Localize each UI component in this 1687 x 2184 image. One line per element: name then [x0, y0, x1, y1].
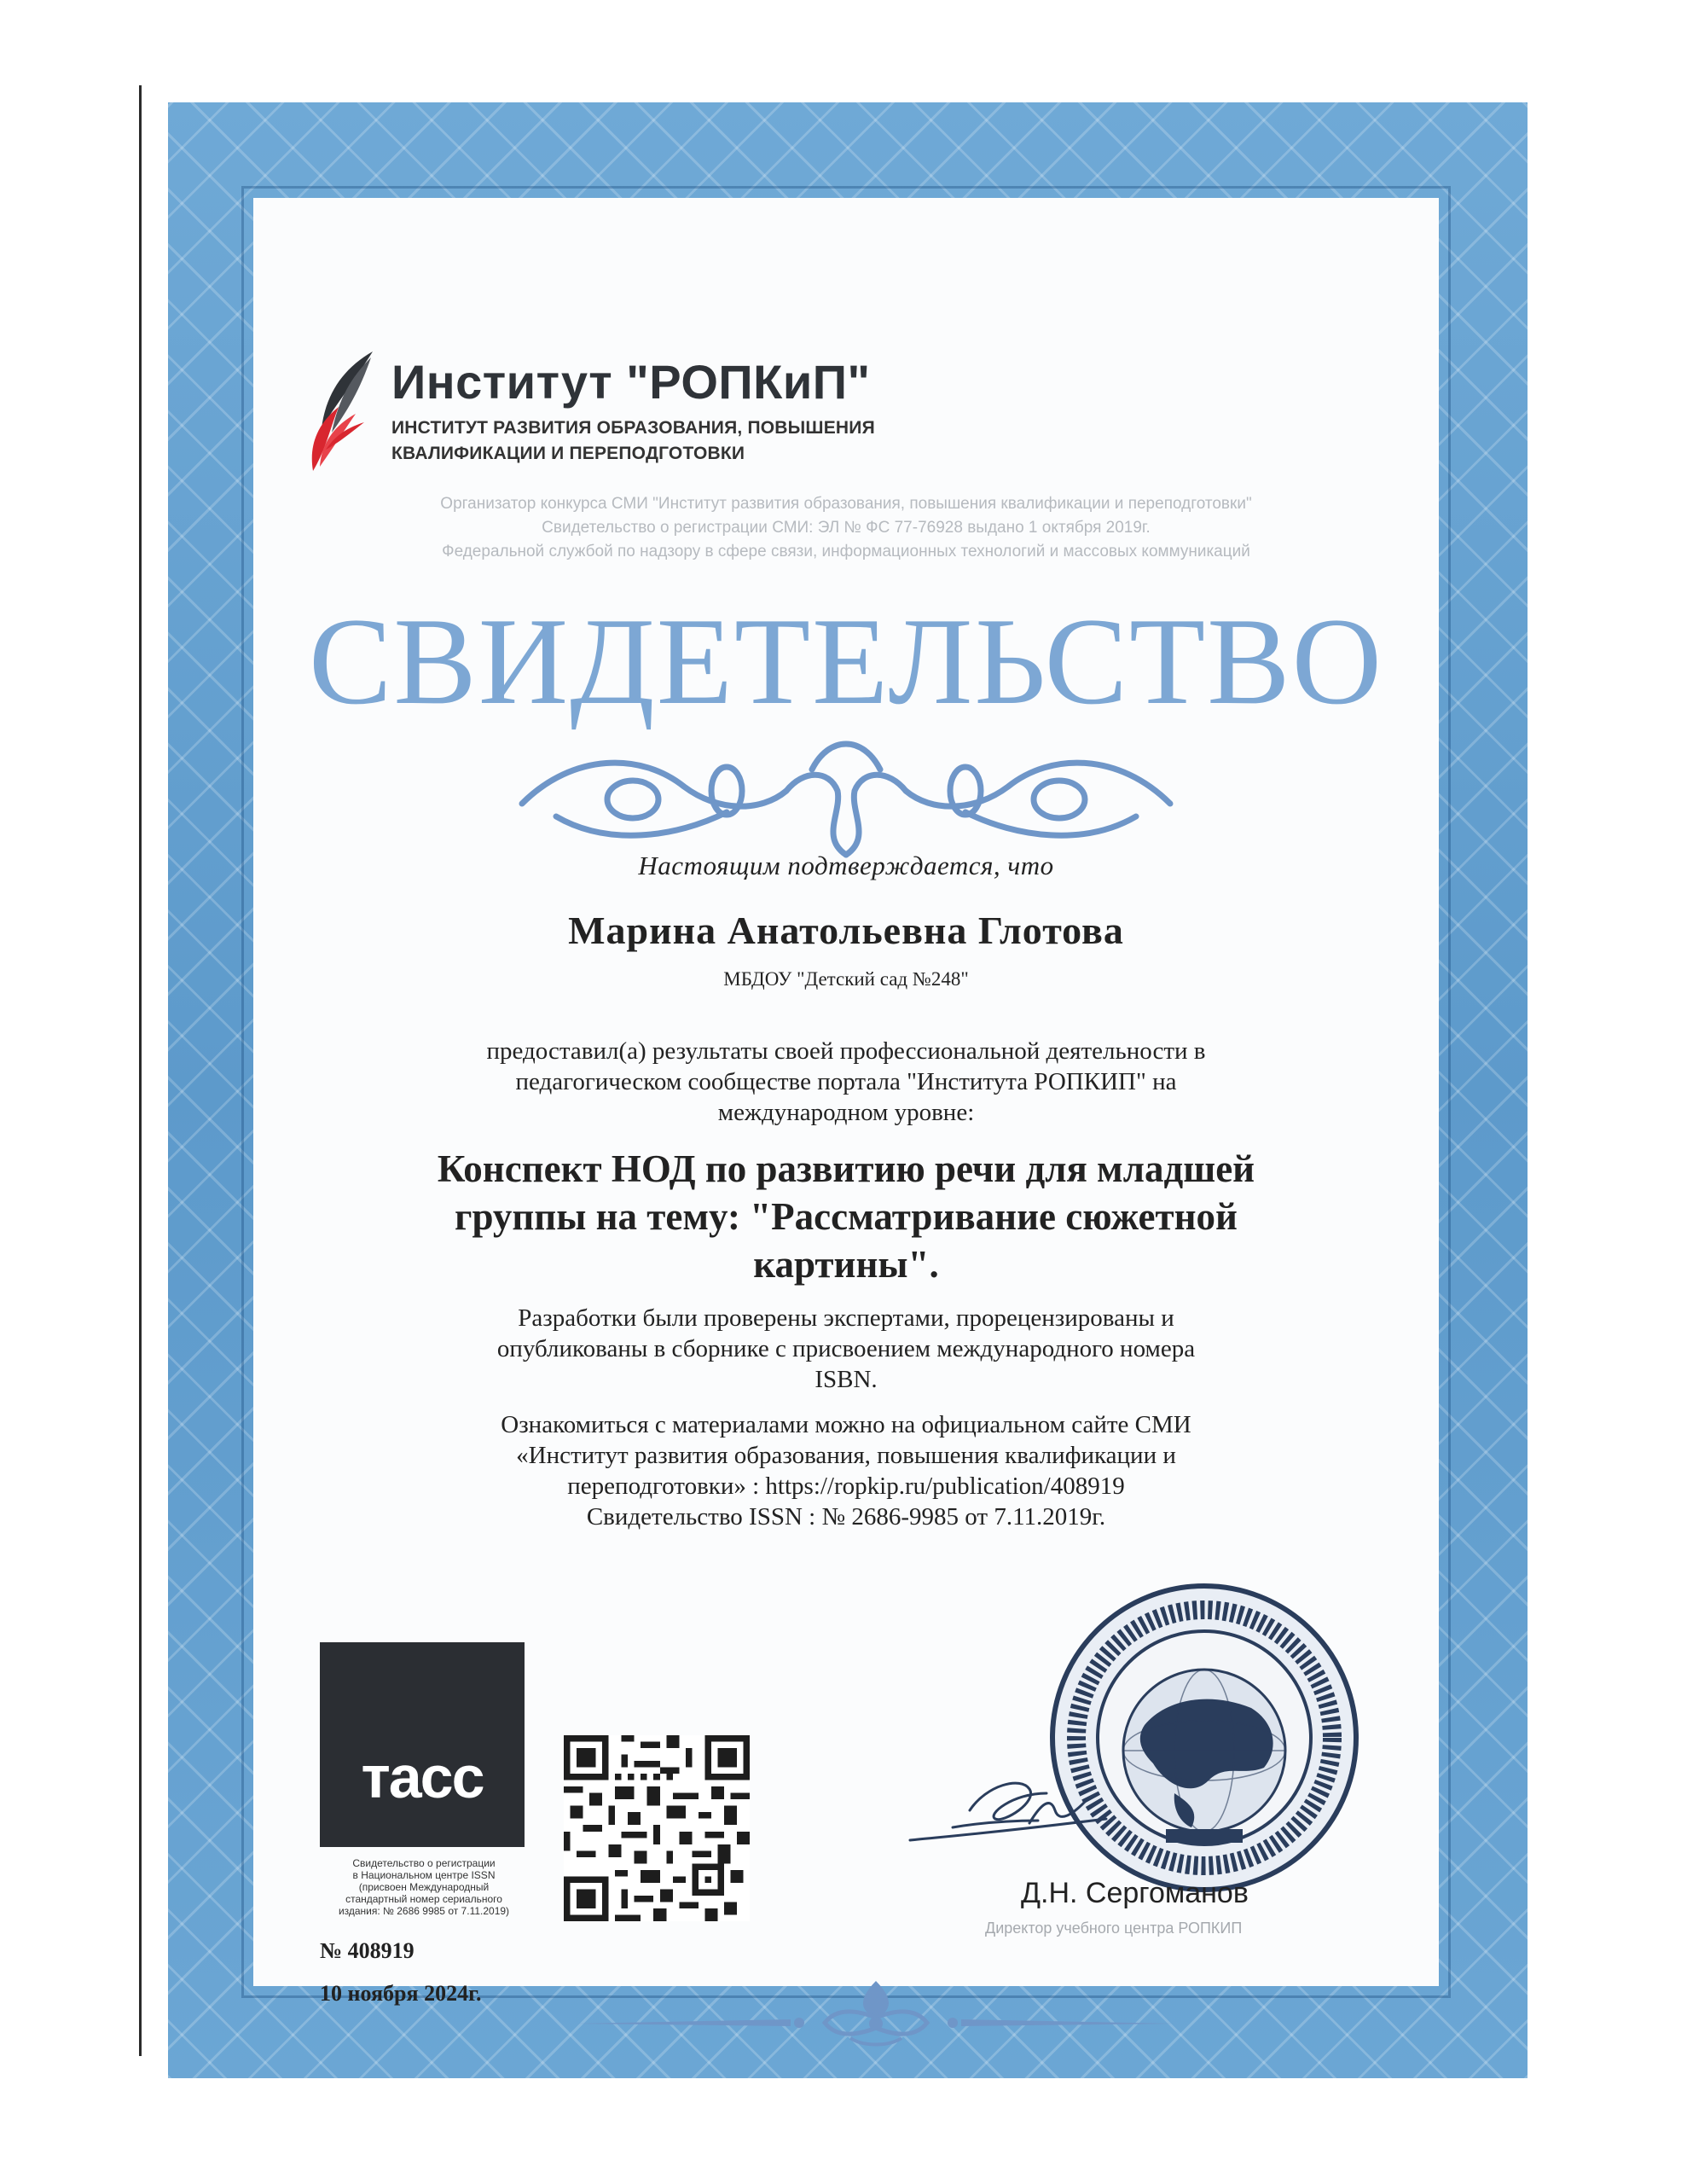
registration-line2: Свидетельство о регистрации СМИ: ЭЛ № ФС 77-76928 выдано 1 октября 2019г. — [542, 519, 1151, 537]
link-line2: «Институт развития образования, повышения квалификации и — [516, 1442, 1176, 1469]
certificate-frame — [168, 102, 1528, 2078]
certificate-date: 10 ноября 2024г. — [320, 1981, 482, 2006]
body-line3: международном уровне: — [717, 1099, 975, 1126]
bottom-ornament-icon — [577, 1977, 1174, 2053]
body-line1: предоставил(а) результаты своей профессиональной деятельности в — [486, 1037, 1206, 1065]
registration-line3: Федеральной службой по надзору в сфере связи, информационных технологий и массовых коммуникаций — [442, 543, 1250, 561]
work-title-line1: Конспект НОД по развитию речи для младшей — [437, 1147, 1255, 1190]
feather-logo-icon — [304, 347, 381, 471]
link-line1: Ознакомиться с материалами можно на официальном сайте СМИ — [501, 1411, 1191, 1438]
institute-title: Институт "РОПКиП" — [391, 355, 871, 409]
signature-icon — [901, 1759, 1115, 1853]
tass-logo — [320, 1642, 525, 1847]
body-line2: педагогическом сообществе портала "Института РОПКИП" на — [515, 1068, 1177, 1095]
reviewed-line2: опубликованы в сборнике с присвоением международного номера — [496, 1335, 1196, 1362]
work-title-line2: группы на тему: "Рассматривание сюжетной — [455, 1195, 1238, 1238]
tass-note-line5: издания: № 2686 9985 от 7.11.2019) — [338, 1905, 510, 1917]
institute-subtitle-line1: ИНСТИТУТ РАЗВИТИЯ ОБРАЗОВАНИЯ, ПОВЫШЕНИЯ — [391, 418, 875, 438]
institute-subtitle-line2: КВАЛИФИКАЦИИ И ПЕРЕПОДГОТОВКИ — [391, 444, 745, 463]
tass-note-line3: (присвоен Международный — [358, 1881, 490, 1893]
certificate-title: СВИДЕТЕЛЬСТВО — [308, 592, 1383, 730]
director-name: Д.Н. Сергоманов — [1021, 1877, 1249, 1909]
registration-line1: Организатор конкурса СМИ "Институт развития образования, повышения квалификации и переподготовки" — [440, 495, 1252, 513]
tass-note-line4: стандартный номер сериального — [345, 1893, 502, 1905]
qr-code-icon[interactable] — [564, 1735, 750, 1921]
link-line3: переподготовки» : https://ropkip.ru/publication/408919 — [567, 1472, 1125, 1500]
confirm-text: Настоящим подтверждается, что — [638, 851, 1054, 880]
certificate-number: № 408919 — [320, 1938, 415, 1963]
issn-line: Свидетельство ISSN : № 2686-9985 от 7.11.2019г. — [586, 1503, 1106, 1531]
reviewed-line1: Разработки были проверены экспертами, прорецензированы и — [518, 1304, 1174, 1332]
reviewed-line3: ISBN. — [815, 1366, 878, 1393]
tass-logo-text: тасс — [361, 1744, 484, 1810]
recipient-name: Марина Анатольевна Глотова — [568, 909, 1124, 952]
tass-note-line2: в Национальном центре ISSN — [352, 1869, 496, 1881]
certificate-paper — [253, 198, 1439, 2006]
scan-edge — [139, 85, 142, 2056]
director-role: Директор учебного центра РОПКИП — [985, 1920, 1243, 1937]
tass-registration-note — [313, 1857, 535, 1917]
tass-note-line1: Свидетельство о регистрации — [352, 1857, 496, 1869]
flourish-ornament-icon — [505, 718, 1187, 872]
work-title-line3: картины". — [753, 1243, 939, 1286]
recipient-organization: МБДОУ "Детский сад №248" — [723, 968, 969, 990]
